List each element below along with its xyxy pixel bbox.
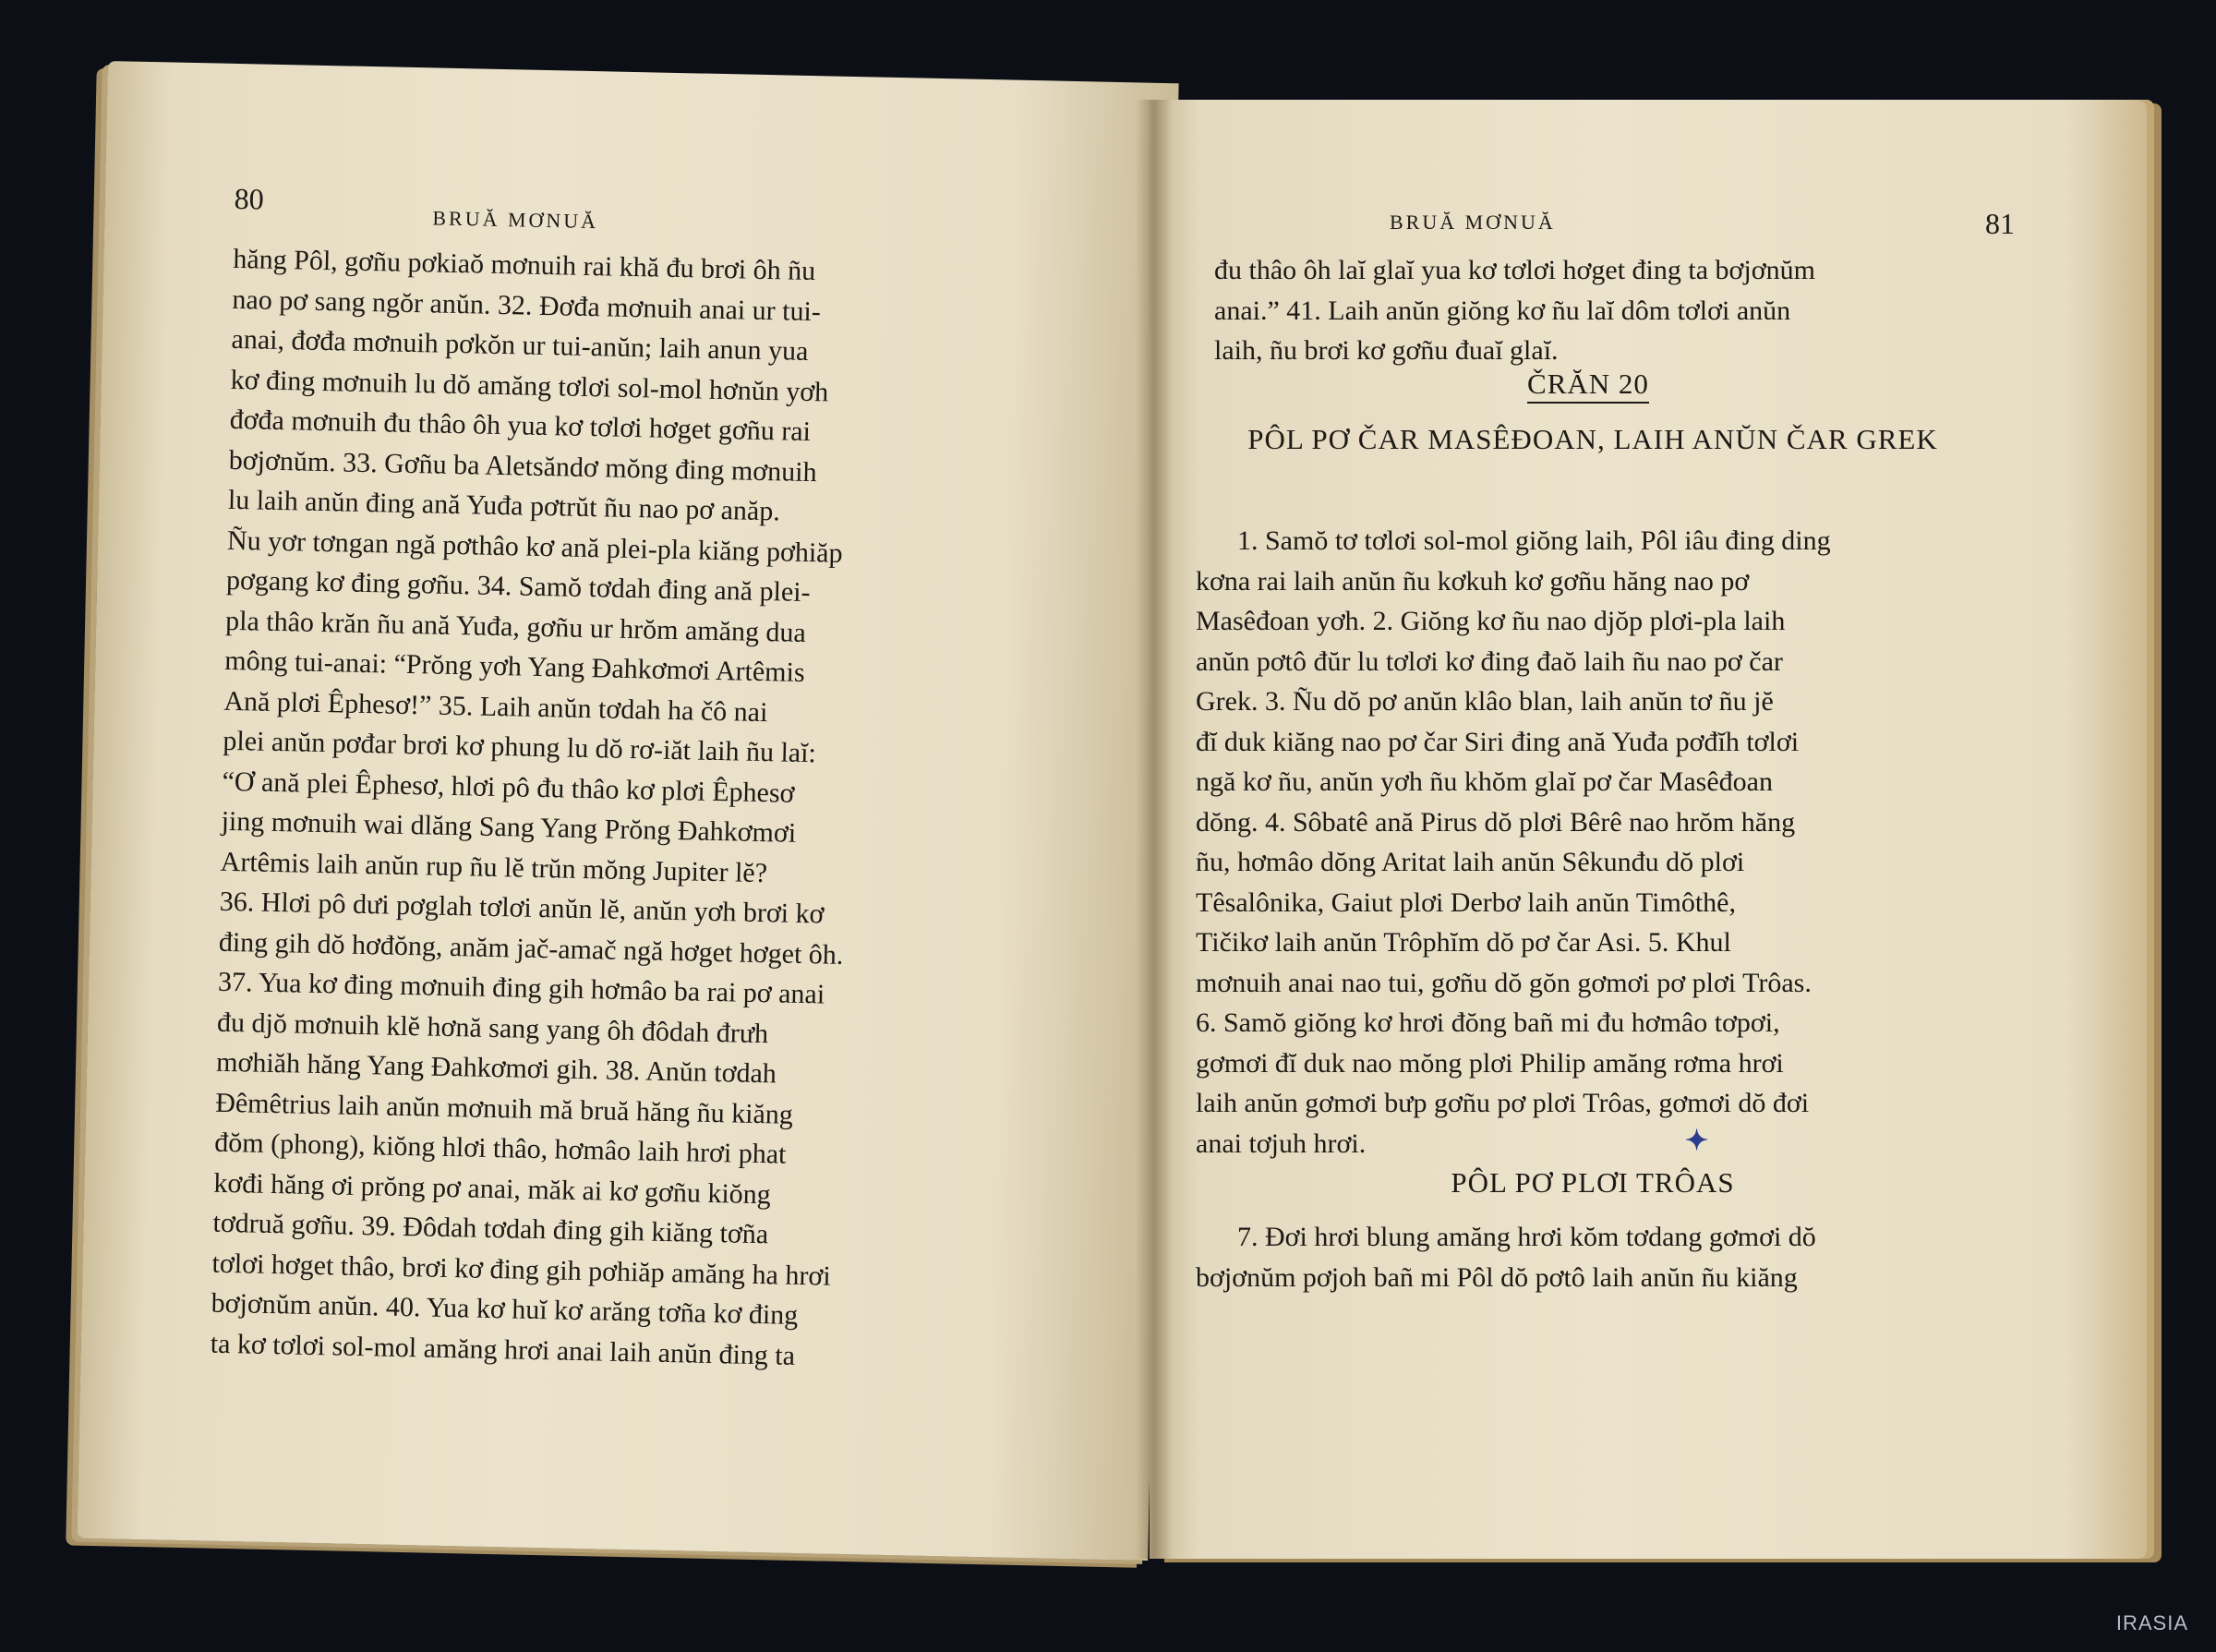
- running-head-left: BRUĂ MƠNUĂ: [432, 206, 599, 234]
- watermark: IRASIA: [2115, 1611, 2188, 1634]
- text-line: “Ơ ană plei Êphesơ, hlơi pô đu thâo kơ plơi Êphesơ: [222, 766, 795, 809]
- chapter-title-text: ČRĂN 20: [1527, 368, 1649, 404]
- text-line: nao pơ sang ngŏr anŭn. 32. Đơđa mơnuih anai ur tui-: [232, 283, 822, 327]
- text-line: đŏm (phong), kiŏng hlơi thâo, hơmâo laih hrơi phat: [214, 1127, 787, 1170]
- text-line: Masêđoan yơh. 2. Giŏng kơ ñu nao djŏp plơi-pla laih: [1196, 606, 1786, 636]
- section-title-2: PÔL PƠ PLƠI TRÔAS: [1451, 1166, 1735, 1199]
- text-line: Artêmis laih anŭn rup ñu lĕ trŭn mŏng Jupiter lĕ?: [220, 846, 768, 888]
- text-line: ñu, hơmâo dŏng Aritat laih anŭn Sêkunđu dŏ plơi: [1196, 847, 1745, 877]
- right-page-text-top: [1214, 250, 1962, 371]
- text-line: 7. Đơi hrơi blung amăng hrơi kŏm tơdang gơmơi dŏ: [1237, 1222, 1816, 1252]
- left-page-text: [210, 239, 1064, 1381]
- right-page-text-middle: [1196, 521, 1962, 1164]
- page-number-left: 80: [234, 181, 265, 216]
- text-line: bơjơnŭm anŭn. 40. Yua kơ huĭ kơ arăng tơña kơ đing: [211, 1287, 799, 1331]
- text-line: đơđa mơnuih đu thâo ôh yua kơ tơlơi hơget gơñu rai: [229, 404, 812, 448]
- text-line: đing gih dŏ hơđŏng, anăm jač-amač ngă hơget hơget ôh.: [218, 926, 844, 971]
- text-line: kơ đing mơnuih lu dŏ amăng tơlơi sol-mol hơnŭn yơh: [230, 364, 829, 407]
- text-line: 1. Samŏ tơ tơlơi sol-mol giŏng laih, Pôl iâu đing ding: [1237, 525, 1831, 556]
- text-line: pla thâo krăn ñu ană Yuđa, gơñu ur hrŏm amăng dua: [224, 605, 807, 648]
- text-line: anai.” 41. Laih anŭn giŏng kơ ñu laĭ dôm tơlơi anŭn: [1214, 295, 1791, 326]
- text-line: jing mơnuih wai dlăng Sang Yang Prŏng Đahkơmơi: [221, 805, 797, 849]
- text-line: Têsalônika, Gaiut plơi Derbơ laih anŭn Timôthê,: [1196, 886, 1736, 918]
- text-line: plei anŭn pơđar brơi kơ phung lu dŏ rơ-iăt laih ñu laĭ:: [223, 725, 817, 769]
- text-line: đu thâo ôh laĭ glaĭ yua kơ tơlơi hơget đing ta bơjơnŭm: [1214, 255, 1815, 285]
- text-line: dŏng. 4. Sôbatê ană Pirus dŏ plơi Bêrê nao hrŏm hăng: [1196, 806, 1796, 838]
- pen-mark-icon: ✦: [1685, 1125, 1709, 1157]
- text-line: đu djŏ mơnuih klĕ hơnă sang yang ôh đôdah đrưh: [216, 1007, 769, 1049]
- text-line: Đêmêtrius laih anŭn mơnuih mă bruă hăng ñu kiăng: [214, 1087, 794, 1130]
- text-line: mông tui-anai: “Prŏng yơh Yang Đahkơmơi Artêmis: [223, 645, 805, 688]
- text-line: laih anŭn gơmơi bưp gơñu pơ plơi Trôas, gơmơi dŏ đơi: [1196, 1088, 1810, 1118]
- open-book: [74, 63, 2161, 1577]
- text-line: tơdruă gơñu. 39. Đôdah tơdah đing gih kiăng tơña: [212, 1207, 769, 1250]
- text-line: Ñu yơr tơngan ngă pơthâo kơ ană plei-pla kiăng pơhiăp: [226, 525, 843, 569]
- left-page: [77, 61, 1178, 1561]
- text-line: ta kơ tơlơi sol-mol amăng hrơi anai laih anŭn đing ta: [210, 1328, 796, 1371]
- text-line: 6. Samŏ giŏng kơ hrơi đŏng bañ mi đu hơmâo tơpơi,: [1196, 1007, 1780, 1038]
- text-line: anai tơjuh hrơi.: [1196, 1127, 1367, 1159]
- text-line: bơjơnŭm. 33. Gơñu ba Aletsăndơ mŏng đing mơnuih: [228, 444, 817, 488]
- right-page: [1150, 100, 2147, 1559]
- text-line: bơjơnŭm pơjoh bañ mi Pôl dŏ pơtô laih anŭn ñu kiăng: [1196, 1261, 1798, 1293]
- text-line: laih, ñu brơi kơ gơñu đuaĭ glaĭ.: [1214, 335, 1559, 366]
- book-gutter: [1136, 100, 1173, 1559]
- text-line: 36. Hlơi pô dưi pơglah tơlơi anŭn lĕ, anŭn yơh brơi kơ: [219, 886, 825, 930]
- text-line: mơhiăh hăng Yang Đahkơmơi gih. 38. Anŭn tơdah: [215, 1046, 777, 1090]
- text-line: anai, đơđa mơnuih pơkŏn ur tui-anŭn; laih anun yua: [231, 323, 809, 367]
- text-line: kơđi hăng ơi prŏng pơ anai, măk ai kơ gơñu kiŏng: [213, 1167, 772, 1210]
- right-page-text-bottom: [1196, 1217, 1962, 1297]
- text-line: anŭn pơtô đŭr lu tơlơi kơ đing đaŏ laih ñu nao pơ čar: [1196, 645, 1783, 677]
- text-line: lu laih anŭn đing ană Yuđa pơtrŭt ñu nao pơ anăp.: [227, 484, 781, 527]
- text-line: mơnuih anai nao tui, gơñu dŏ gŏn gơmơi pơ plơi Trôas.: [1196, 967, 1812, 998]
- text-line: 37. Yua kơ đing mơnuih đing gih hơmâo ba rai pơ anai: [217, 966, 825, 1010]
- text-line: kơna rai laih anŭn ñu kơkuh kơ gơñu hăng nao pơ: [1196, 565, 1750, 597]
- chapter-title: [1214, 368, 1962, 401]
- text-line: Ană plơi Êphesơ!” 35. Laih anŭn tơdah ha čô nai: [223, 685, 768, 728]
- text-line: Grek. 3. Ñu dŏ pơ anŭn klâo blan, laih anŭn tơ ñu jĕ: [1196, 686, 1774, 717]
- page-number-right: 81: [1985, 207, 2015, 240]
- text-line: pơgang kơ đing gơñu. 34. Samŏ tơdah đing ană plei-: [225, 564, 811, 609]
- text-line: tơlơi hơget thâo, brơi kơ đing gih pơhiăp amăng ha hrơi: [211, 1248, 831, 1292]
- text-line: Tičikơ laih anŭn Trôphĭm dŏ pơ čar Asi. 5. Khul: [1196, 927, 1731, 958]
- text-line: gơmơi đĭ duk nao mŏng plơi Philip amăng rơma hrơi: [1196, 1047, 1784, 1079]
- text-line: ngă kơ ñu, anŭn yơh ñu khŏm glaĭ pơ čar Masêđoan: [1196, 766, 1773, 797]
- text-line: đĭ duk kiăng nao pơ čar Siri đing ană Yuđa pơđĭh tơlơi: [1196, 726, 1800, 757]
- section-title-1: PÔL PƠ ČAR MASÊĐOAN, LAIH ANŬN ČAR GREK: [1247, 423, 1938, 455]
- text-line: hăng Pôl, gơñu pơkiaŏ mơnuih rai khă đu brơi ôh ñu: [233, 243, 816, 287]
- running-head-right: BRUĂ MƠNUĂ: [1390, 211, 1556, 234]
